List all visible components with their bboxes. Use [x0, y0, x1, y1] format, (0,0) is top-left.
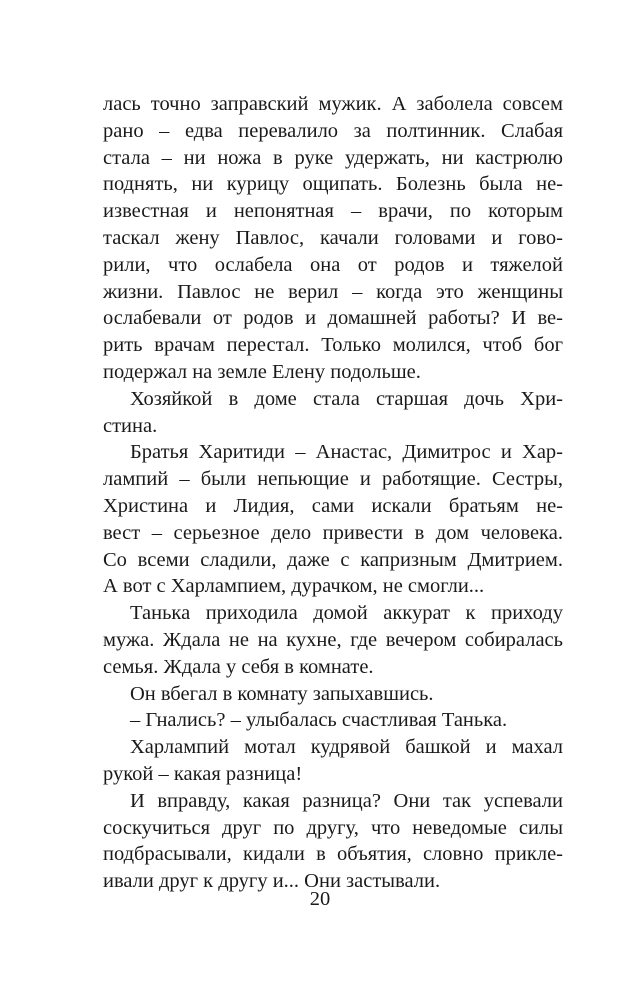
text-line: семья. Ждала у себя в комнате.: [103, 655, 374, 678]
text-line: лампий – были непьющие и работящие. Сестры,: [103, 468, 563, 491]
text-line: таскал жену Павлос, качали головами и гово-: [103, 226, 563, 249]
text-line: рукой – какая разница!: [103, 762, 303, 785]
text-line: Христина и Лидия, сами искали братьям не-: [103, 494, 563, 517]
text-line: соскучиться друг по другу, что неведомые силы: [103, 816, 563, 839]
text-line: Танька приходила домой аккурат к приходу: [130, 602, 563, 625]
text-line: Он вбегал в комнату запыхавшись.: [130, 682, 434, 705]
text-line: Братья Харитиди – Анастас, Димитрос и Хар-: [130, 441, 563, 464]
text-line: – Гнались? – улыбалась счастливая Танька.: [130, 709, 508, 732]
text-line: ивали друг к другу и... Они застывали.: [103, 870, 441, 893]
text-line: Хозяйкой в доме стала старшая дочь Хри-: [130, 387, 563, 410]
text-line: стина.: [103, 414, 158, 437]
text-line: мужа. Ждала не на кухне, где вечером собиралась: [103, 628, 563, 651]
page-text: [103, 91, 563, 895]
text-line: подбрасывали, кидали в объятия, словно прикле-: [103, 843, 563, 866]
text-line: А вот с Харлампием, дурачком, не смогли...: [103, 575, 485, 598]
text-line: рано – едва перевалило за полтинник. Слабая: [103, 119, 563, 142]
text-line: ослабевали от родов и домашней работы? И ве-: [103, 307, 563, 330]
text-line: И вправду, какая разница? Они так успевали: [130, 789, 563, 812]
text-line: подержал на земле Елену подольше.: [103, 360, 421, 383]
text-line: поднять, ни курицу ощипать. Болезнь была не-: [103, 173, 563, 196]
text-line: известная и непонятная – врачи, по которым: [103, 200, 563, 223]
text-line: жизни. Павлос не верил – когда это женщины: [103, 280, 563, 303]
text-line: рить врачам перестал. Только молился, чтоб бог: [103, 334, 563, 357]
text-line: рили, что ослабела она от родов и тяжелой: [103, 253, 563, 276]
text-line: стала – ни ножа в руке удержать, ни кастрюлю: [103, 146, 563, 169]
text-line: вест – серьезное дело привести в дом человека.: [103, 521, 563, 544]
page-number: 20: [309, 888, 331, 910]
text-line: лась точно заправский мужик. А заболела совсем: [103, 93, 563, 115]
text-line: Со всеми сладили, даже с капризным Дмитрием.: [103, 548, 563, 571]
text-line: Харлампий мотал кудрявой башкой и махал: [130, 736, 563, 759]
